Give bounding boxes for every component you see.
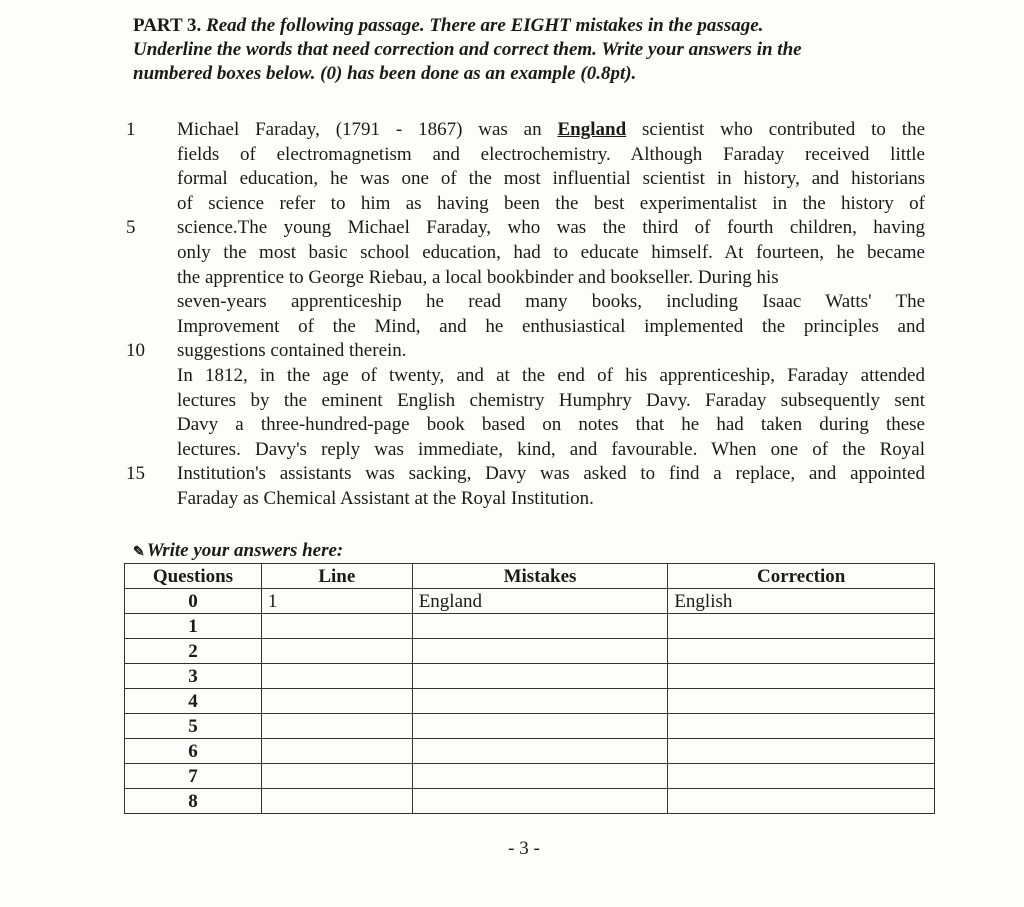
- line-cell[interactable]: [261, 689, 412, 714]
- line-cell[interactable]: [261, 639, 412, 664]
- passage-line-text: In 1812, in the age of twenty, and at the end of his apprenticeship, Faraday attended: [177, 364, 925, 386]
- question-number: 3: [125, 664, 262, 689]
- passage-line: [0, 216, 1024, 241]
- line-cell[interactable]: [261, 664, 412, 689]
- passage-line: [0, 339, 1024, 364]
- table-row: [125, 689, 935, 714]
- table-row: [125, 764, 935, 789]
- mistake-cell[interactable]: [412, 639, 668, 664]
- mistake-cell[interactable]: England: [412, 589, 668, 614]
- passage-line-text: Michael Faraday, (1791 - 1867) was an England scientist who contributed to the: [177, 119, 925, 140]
- passage-line: [0, 241, 1024, 266]
- question-number: 4: [125, 689, 262, 714]
- part-heading: [133, 14, 933, 86]
- mistake-cell[interactable]: [412, 789, 668, 814]
- correction-cell[interactable]: [668, 639, 935, 664]
- instruction-line-1: Read the following passage. There are EIGHT mistakes in the passage.: [206, 15, 764, 36]
- passage-line: [0, 462, 1024, 487]
- pencil-icon: ✎: [133, 545, 145, 560]
- passage-line: [0, 364, 1024, 389]
- passage-line-text: only the most basic school education, had to educate himself. At fourteen, he became: [177, 241, 925, 263]
- passage-line: [0, 143, 1024, 168]
- table-row: [125, 614, 935, 639]
- passage-line-text: Faraday as Chemical Assistant at the Royal Institution.: [177, 487, 594, 509]
- line-number: 1: [126, 119, 136, 140]
- line-cell[interactable]: [261, 614, 412, 639]
- table-row: [125, 789, 935, 814]
- passage-line-text: science.The young Michael Faraday, who was the third of fourth children, having: [177, 217, 925, 239]
- correction-cell[interactable]: [668, 739, 935, 764]
- mistake-cell[interactable]: [412, 664, 668, 689]
- mistake-cell[interactable]: [412, 689, 668, 714]
- line-cell[interactable]: [261, 764, 412, 789]
- correction-cell[interactable]: [668, 689, 935, 714]
- line-cell[interactable]: [261, 789, 412, 814]
- table-row: [125, 589, 935, 614]
- part-label: PART 3.: [133, 15, 202, 36]
- underlined-mistake-example: England: [557, 119, 627, 140]
- question-number: 0: [125, 589, 262, 614]
- passage-line: [0, 413, 1024, 438]
- mistake-cell[interactable]: [412, 614, 668, 639]
- instruction-line-3: numbered boxes below. (0) has been done as an example (0.8pt).: [133, 63, 637, 84]
- passage-line: [0, 389, 1024, 414]
- question-number: 1: [125, 614, 262, 639]
- passage-line-text: suggestions contained therein.: [177, 340, 407, 362]
- header-line: Line: [261, 564, 412, 589]
- passage-line: [0, 315, 1024, 340]
- passage-line: [0, 167, 1024, 192]
- correction-cell[interactable]: [668, 714, 935, 739]
- table-row: [125, 739, 935, 764]
- answer-table: [124, 563, 935, 814]
- passage-line-text: of science refer to him as having been the best experimentalist in the history of: [177, 192, 925, 214]
- correction-cell[interactable]: English: [668, 589, 935, 614]
- header-correction: Correction: [668, 564, 935, 589]
- passage-line: [0, 290, 1024, 315]
- passage-line-text: the apprentice to George Riebau, a local bookbinder and bookseller. During his: [177, 266, 779, 288]
- passage-line: [0, 487, 1024, 512]
- mistake-cell[interactable]: [412, 739, 668, 764]
- header-questions: Questions: [125, 564, 262, 589]
- table-row: [125, 664, 935, 689]
- question-number: 6: [125, 739, 262, 764]
- line-cell[interactable]: [261, 714, 412, 739]
- passage-line-text: fields of electromagnetism and electrochemistry. Although Faraday received little: [177, 143, 925, 165]
- passage-line-text: formal education, he was one of the most influential scientist in history, and historians: [177, 168, 925, 190]
- question-number: 5: [125, 714, 262, 739]
- mistake-cell[interactable]: [412, 714, 668, 739]
- passage-line: [0, 438, 1024, 463]
- correction-cell[interactable]: [668, 764, 935, 789]
- passage-line-text: lectures. Davy's reply was immediate, kind, and favourable. When one of the Royal: [177, 438, 925, 460]
- passage-line-text: Davy a three-hundred-page book based on notes that he had taken during these: [177, 414, 925, 436]
- table-row: [125, 639, 935, 664]
- instruction-line-2: Underline the words that need correction and correct them. Write your answers in the: [133, 39, 802, 60]
- line-number: 10: [126, 340, 145, 362]
- passage-line-text: Improvement of the Mind, and he enthusiastical implemented the principles and: [177, 315, 925, 337]
- line-cell[interactable]: [261, 739, 412, 764]
- line-number: 15: [126, 463, 145, 485]
- mistake-cell[interactable]: [412, 764, 668, 789]
- question-number: 8: [125, 789, 262, 814]
- correction-cell[interactable]: [668, 664, 935, 689]
- answer-table-header-row: [125, 564, 935, 589]
- question-number: 7: [125, 764, 262, 789]
- correction-cell[interactable]: [668, 789, 935, 814]
- reading-passage: [0, 118, 1024, 512]
- passage-line: [0, 118, 1024, 143]
- page-number: - 3 -: [508, 838, 540, 859]
- line-cell[interactable]: 1: [261, 589, 412, 614]
- line-number: 5: [126, 217, 136, 239]
- passage-line-text: Institution's assistants was sacking, Davy was asked to find a replace, and appointed: [177, 463, 925, 485]
- header-mistakes: Mistakes: [412, 564, 668, 589]
- answers-label: ✎ Write your answers here:: [133, 540, 343, 564]
- passage-line-text: lectures by the eminent English chemistry Humphry Davy. Faraday subsequently sent: [177, 389, 925, 411]
- question-number: 2: [125, 639, 262, 664]
- passage-line: [0, 266, 1024, 291]
- table-row: [125, 714, 935, 739]
- correction-cell[interactable]: [668, 614, 935, 639]
- passage-line: [0, 192, 1024, 217]
- passage-line-text: seven-years apprenticeship he read many books, including Isaac Watts' The: [177, 291, 925, 313]
